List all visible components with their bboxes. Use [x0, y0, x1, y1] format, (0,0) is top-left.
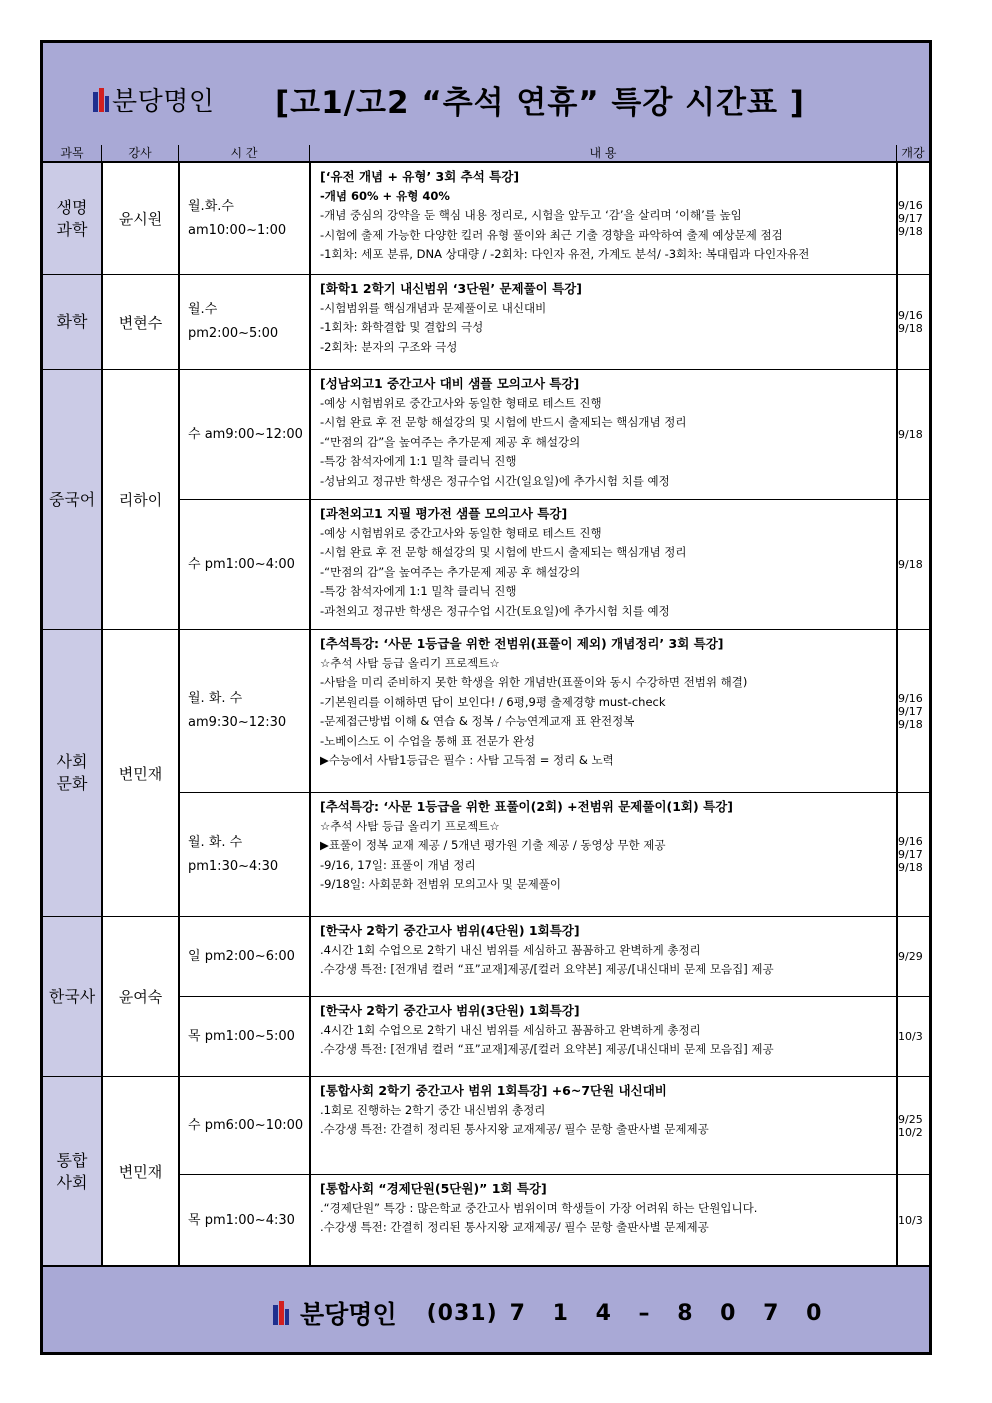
time-cell: [179, 630, 310, 793]
phone-number: 7 1 4 – 8 0 7 0: [509, 1300, 832, 1326]
open-date: 9/16: [898, 309, 923, 322]
open-date: 9/18: [898, 717, 923, 731]
open-date-cell: [897, 793, 929, 917]
course-detail-line: -“만점의 감”을 높여주는 추가문제 제공 후 해설강의: [320, 564, 581, 579]
header-brand: 분당명인: [112, 87, 215, 117]
table-row: [43, 163, 929, 275]
page-header: [43, 43, 929, 146]
col-teacher: 강사: [102, 145, 179, 161]
teacher-cell: 변민재: [102, 1077, 179, 1267]
course-detail-line: -개념 중심의 강약을 둔 핵심 내용 정리로, 시험을 앞두고 ‘감’을 살리며 ‘이해’를 높임: [320, 208, 742, 222]
content-cell: [310, 1175, 897, 1267]
time-label: 월. 화. 수: [188, 691, 243, 706]
time-label: 월.수: [188, 302, 218, 317]
time-label: am9:30~12:30: [188, 715, 287, 730]
open-date-cell: [897, 630, 929, 793]
col-open: 개강: [901, 146, 925, 160]
content-cell: [310, 275, 897, 370]
open-date: 9/29: [898, 950, 923, 963]
teacher-cell: 리하이: [102, 370, 179, 630]
time-cell: [179, 163, 310, 275]
subject-label: 생명: [56, 197, 88, 217]
time-label: 일 pm2:00~6:00: [188, 948, 295, 964]
course-title: [추석특강: ‘사문 1등급을 위한 전범위(표풀이 제외) 개념정리’ 3회 특강]: [320, 636, 724, 651]
open-date-cell: [897, 163, 929, 275]
course-title: [통합사회 2학기 중간고사 범위 1회특강] +6~7단원 내신대비: [320, 1083, 667, 1098]
time-label: pm1:30~4:30: [188, 858, 279, 874]
open-date: 9/18: [898, 558, 923, 571]
course-detail-line: -“만점의 감”을 높여주는 추가문제 제공 후 해설강의: [320, 434, 581, 449]
table-row: [43, 1077, 929, 1175]
open-date-cell: [897, 275, 929, 370]
header-logo: [93, 81, 214, 118]
content-cell: [310, 500, 897, 630]
subject-label: 통합: [56, 1150, 88, 1170]
time-cell: [179, 275, 310, 370]
page-title: [고1/고2 “추석 연휴” 특강 시간표 ]: [275, 85, 805, 121]
content-cell: [310, 997, 897, 1077]
open-date-cell: [897, 917, 929, 997]
time-label: am10:00~1:00: [188, 222, 287, 238]
course-detail-line: -개념 60% + 유형 40%: [320, 188, 450, 203]
subject-cell: [43, 630, 102, 917]
course-detail-line: -시험에 출제 가능한 다양한 킬러 유형 풀이와 최근 기출 경향을 파악하여 출제 예상문제 점검: [320, 227, 783, 242]
open-date: 10/3: [898, 1030, 923, 1043]
course-detail-line: -1회차: 세포 분류, DNA 상대량 / -2회차: 다인자 유전, 가계도 분석/ -3회차: 복대립과 다인자유전: [320, 247, 810, 261]
subject-cell: [43, 163, 102, 275]
subject-cell: [43, 275, 102, 370]
open-date: 9/17: [898, 212, 923, 225]
subject-label: 문화: [56, 774, 88, 793]
time-cell: [179, 1175, 310, 1267]
subject-label: 화학: [56, 312, 88, 331]
table-row: [43, 917, 929, 997]
open-date: 9/16: [898, 691, 923, 705]
col-time: 시 간: [179, 145, 310, 161]
open-date: 9/18: [898, 225, 923, 238]
course-detail-line: .수강생 특전: [전개념 컬러 “표”교재]제공/[컬러 요약본] 제공/[내신대비 문제 모음집] 제공: [320, 1042, 774, 1056]
time-cell: [179, 1077, 310, 1175]
footer-logo: [273, 1295, 831, 1331]
course-detail-line: .수강생 특전: 간결히 정리된 통사지왕 교재제공/ 필수 문항 출판사별 문제제공: [320, 1220, 709, 1234]
col-content: 내 용: [310, 145, 897, 161]
table-row: [43, 630, 929, 793]
subject-cell: [43, 1077, 102, 1267]
course-detail-line: -특강 참석자에게 1:1 밀착 클리닉 진행: [320, 584, 517, 598]
course-title: [‘유전 개념 + 유형’ 3회 추석 특강]: [320, 169, 520, 184]
time-label: 목 pm1:00~5:00: [188, 1028, 295, 1044]
subject-label: 한국사: [48, 986, 96, 1006]
footer-brand: 분당명인: [300, 1300, 397, 1329]
course-detail-line: -9/18일: 사회문화 전범위 모의고사 및 문제풀이: [320, 877, 561, 891]
open-date-cell: [897, 370, 929, 500]
open-date: 9/18: [898, 428, 923, 441]
course-detail-line: -기본원리를 이해하면 답이 보인다! / 6평,9평 출제경향 must-check: [320, 694, 666, 709]
teacher-cell: 윤여숙: [102, 917, 179, 1077]
course-detail-line: -문제접근방법 이해 & 연습 & 정복 / 수능연계교재 표 완전정복: [320, 714, 635, 728]
course-detail-line: -시험 완료 후 전 문항 해설강의 및 시험에 반드시 출제되는 핵심개념 정리: [320, 415, 687, 429]
course-detail-line: .“경제단원” 특강 : 많은학교 중간고사 범위이며 학생들이 가장 어려워 하는 단원입니다.: [320, 1200, 758, 1215]
teacher-cell: 변민재: [102, 630, 179, 917]
course-detail-line: -2회차: 분자의 구조와 극성: [320, 339, 458, 354]
page-footer: [43, 1265, 929, 1352]
content-cell: [310, 1077, 897, 1175]
content-cell: [310, 917, 897, 997]
course-detail-line: .1회로 진행하는 2학기 중간 내신범위 총정리: [320, 1102, 546, 1117]
course-detail-line: -시험범위를 핵심개념과 문제풀이로 내신대비: [320, 300, 547, 315]
open-date-cell: [897, 997, 929, 1077]
table-row: [43, 275, 929, 370]
subject-label: 과학: [56, 219, 88, 239]
course-detail-line: -사탐을 미리 준비하지 못한 학생을 위한 개념반(표풀이와 동시 수강하면 전범위 해결): [320, 675, 748, 689]
brand-logo-icon: [93, 88, 109, 112]
timetable: [43, 162, 929, 1267]
footer-phone: [427, 1301, 832, 1326]
content-cell: [310, 163, 897, 275]
time-cell: [179, 997, 310, 1077]
course-detail-line: -1회차: 화학결합 및 결합의 극성: [320, 320, 484, 334]
time-label: 목 pm1:00~4:30: [188, 1212, 295, 1228]
content-cell: [310, 370, 897, 500]
time-label: pm2:00~5:00: [188, 326, 279, 341]
open-date: 9/17: [898, 848, 923, 861]
open-date: 10/2: [898, 1125, 923, 1139]
open-date-cell: [897, 1175, 929, 1267]
open-date: 9/16: [898, 199, 923, 212]
course-detail-line: ▶표풀이 정복 교재 제공 / 5개년 평가원 기출 제공 / 동영상 무한 제공: [320, 838, 666, 852]
time-cell: [179, 500, 310, 630]
course-detail-line: -예상 시험범위로 중간고사와 동일한 형태로 테스트 진행: [320, 525, 602, 540]
course-detail-line: -특강 참석자에게 1:1 밀착 클리닉 진행: [320, 454, 517, 468]
timetable-frame: [40, 40, 932, 1355]
time-label: 월.화.수: [188, 198, 234, 214]
course-title: [통합사회 “경제단원(5단원)” 1회 특강]: [320, 1181, 547, 1196]
open-date: 10/3: [898, 1214, 923, 1227]
subject-label: 사회: [56, 752, 88, 771]
time-cell: [179, 793, 310, 917]
course-title: [성남외고1 중간고사 대비 샘플 모의고사 특강]: [320, 376, 580, 391]
subject-cell: [43, 370, 102, 630]
course-detail-line: -과천외고 정규반 학생은 정규수업 시간(토요일)에 추가시험 치를 예정: [320, 603, 670, 618]
course-detail-line: -노베이스도 이 수업을 통해 표 전문가 완성: [320, 733, 535, 748]
open-date: 9/16: [898, 835, 923, 848]
open-date: 9/17: [898, 704, 923, 718]
course-title: [한국사 2학기 중간고사 범위(4단원) 1회특강]: [320, 923, 580, 938]
course-detail-line: .수강생 특전: [전개념 컬러 “표”교재]제공/[컬러 요약본] 제공/[내신대비 문제 모음집] 제공: [320, 962, 774, 976]
time-label: 수 am9:00~12:00: [188, 426, 303, 442]
open-date: 9/18: [898, 322, 923, 335]
content-cell: [310, 793, 897, 917]
time-label: 수 pm6:00~10:00: [188, 1117, 304, 1133]
course-detail-line: ▶수능에서 사탐1등급은 필수 : 사탐 고득점 = 정리 & 노력: [320, 753, 614, 767]
course-detail-line: .4시간 1회 수업으로 2학기 내신 범위를 세심하고 꼼꼼하고 완벽하게 총정리: [320, 1022, 701, 1037]
subject-cell: [43, 917, 102, 1077]
time-label: 월. 화. 수: [188, 834, 243, 850]
open-date: 9/25: [898, 1112, 923, 1126]
subject-label: 사회: [56, 1172, 88, 1192]
course-detail-line: -예상 시험범위로 중간고사와 동일한 형태로 테스트 진행: [320, 395, 602, 410]
course-detail-line: -9/16, 17일: 표풀이 개념 정리: [320, 857, 476, 872]
open-date-cell: [897, 1077, 929, 1175]
column-header-row: [43, 145, 929, 162]
time-cell: [179, 917, 310, 997]
course-title: [한국사 2학기 중간고사 범위(3단원) 1회특강]: [320, 1003, 580, 1018]
col-subject: 과목: [43, 145, 102, 161]
course-title: [추석특강: ‘사문 1등급을 위한 표풀이(2회) +전범위 문제풀이(1회) 특강]: [320, 799, 733, 814]
course-detail-line: .4시간 1회 수업으로 2학기 내신 범위를 세심하고 꼼꼼하고 완벽하게 총정리: [320, 942, 701, 957]
open-date-cell: [897, 500, 929, 630]
subject-label: 중국어: [48, 489, 96, 509]
course-detail-line: ☆추석 사탐 등급 올리기 프로젝트☆: [320, 818, 500, 833]
phone-area-code: (031): [426, 1300, 498, 1326]
time-cell: [179, 370, 310, 500]
content-cell: [310, 630, 897, 793]
teacher-cell: 윤시원: [102, 163, 179, 275]
time-label: 수 pm1:00~4:00: [188, 556, 295, 572]
course-detail-line: -시험 완료 후 전 문항 해설강의 및 시험에 반드시 출제되는 핵심개념 정리: [320, 545, 687, 559]
course-detail-line: -성남외고 정규반 학생은 정규수업 시간(일요일)에 추가시험 치를 예정: [320, 473, 670, 488]
course-detail-line: .수강생 특전: 간결히 정리된 통사지왕 교재제공/ 필수 문항 출판사별 문제제공: [320, 1122, 709, 1136]
teacher-cell: 변현수: [102, 275, 179, 370]
brand-logo-icon: [273, 1301, 289, 1325]
course-detail-line: ☆추석 사탐 등급 올리기 프로젝트☆: [320, 655, 500, 670]
open-date: 9/18: [898, 861, 923, 874]
course-title: [과천외고1 지필 평가전 샘플 모의고사 특강]: [320, 506, 568, 521]
table-row: [43, 370, 929, 500]
course-title: [화학1 2학기 내신범위 ‘3단원’ 문제풀이 특강]: [320, 281, 582, 296]
